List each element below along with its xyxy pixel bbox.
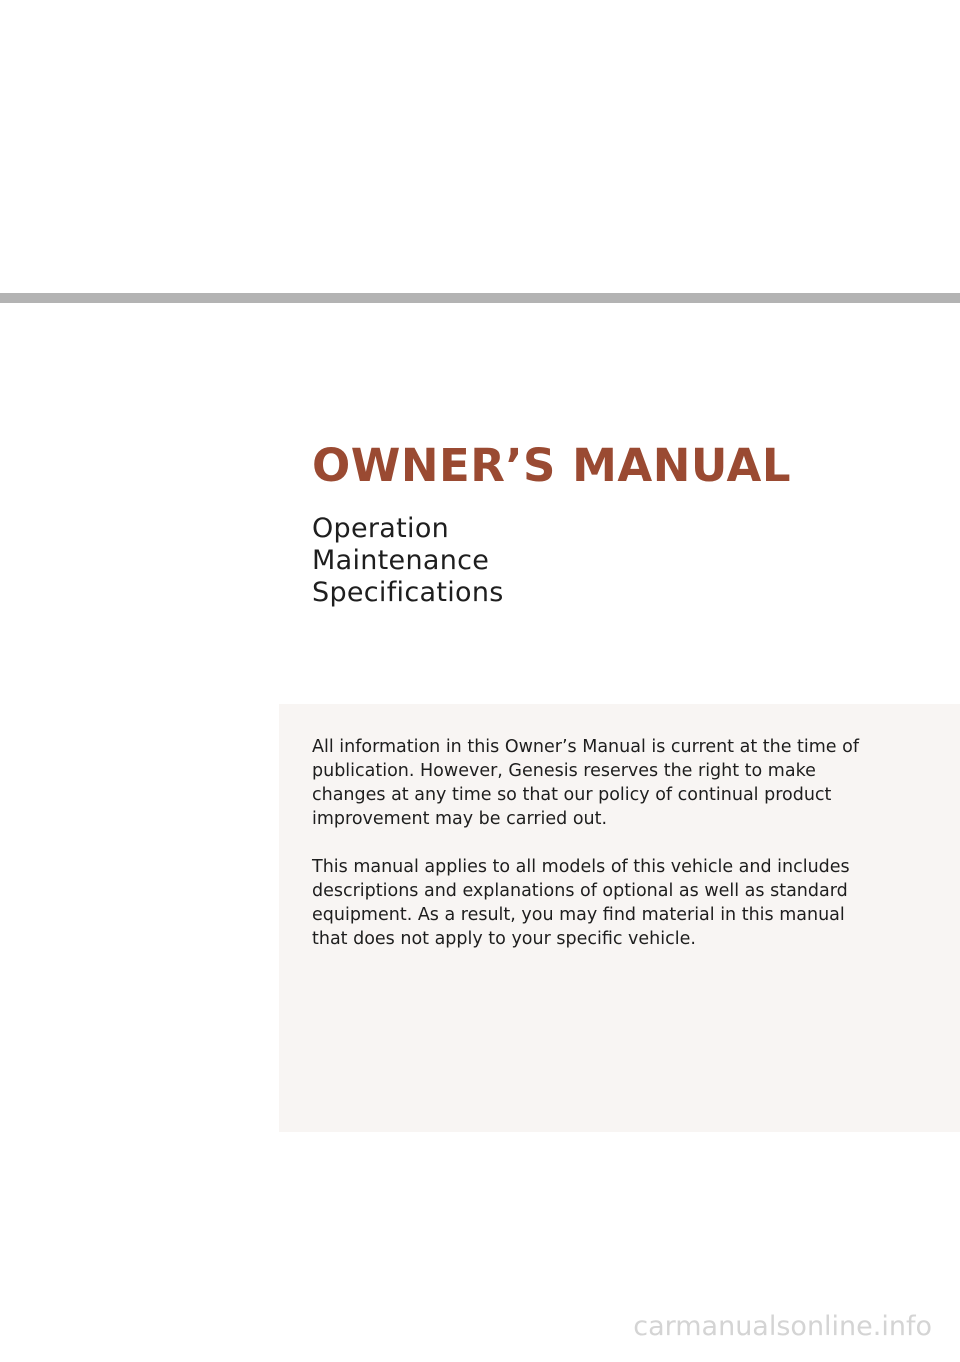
subtitle-maintenance: Maintenance bbox=[312, 545, 490, 576]
manual-title: OWNER’S MANUAL bbox=[312, 439, 792, 492]
top-divider-bar bbox=[0, 293, 960, 303]
subtitle-operation: Operation bbox=[312, 513, 450, 544]
site-watermark: carmanualsonline.info bbox=[633, 1311, 932, 1342]
manual-contents-list bbox=[312, 513, 504, 609]
subtitle-specifications: Specifications bbox=[312, 577, 504, 608]
notice-paragraph-publication: All information in this Owner’s Manual is current at the time of publication. However, Genesis reserves the right to make changes at any time so that our policy of continual product improvement may be carried out. bbox=[312, 737, 860, 829]
notice-panel bbox=[279, 704, 960, 1132]
notice-paragraph-applicability: This manual applies to all models of this vehicle and includes descriptions and explanations of optional as well as standard equipment. As a result, you may find material in this manual that does not apply to your specific vehicle. bbox=[312, 857, 850, 949]
